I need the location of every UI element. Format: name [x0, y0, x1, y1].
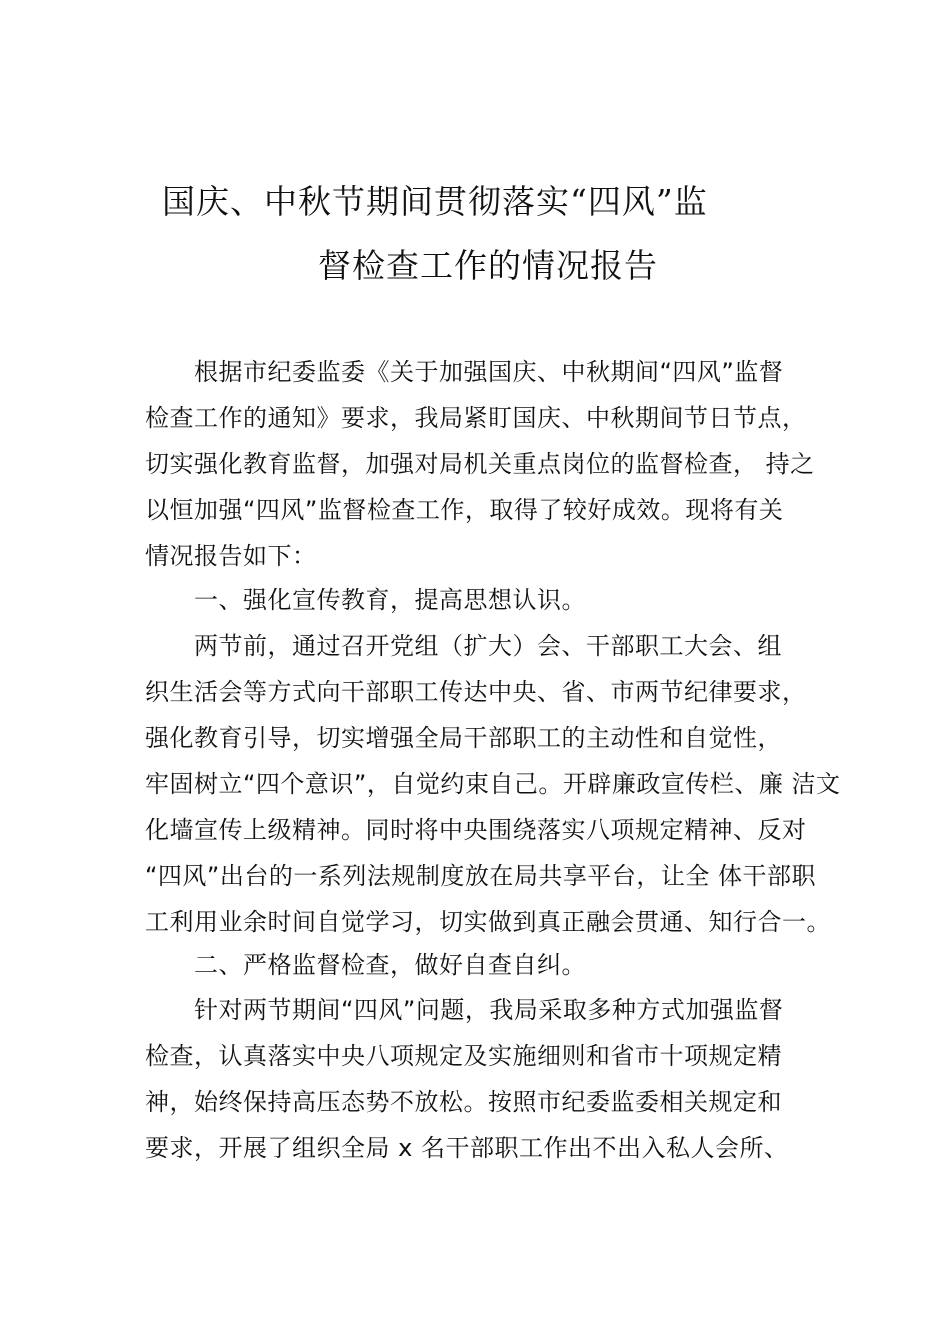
paragraph-line: 切实强化教育监督，加强对局机关重点岗位的监督检查， 持之	[145, 450, 815, 478]
paragraph-line: 两节前，通过召开党组（扩大）会、干部职工大会、组	[194, 632, 782, 660]
paragraph-line: 以恒加强“四风”监督检查工作，取得了较好成效。现将有关	[145, 496, 784, 524]
paragraph-line: 织生活会等方式向干部职工传达中央、省、市两节纪律要求，	[145, 678, 807, 706]
paragraph-line: “四风”出台的一系列法规制度放在局共享平台，让全 体干部职	[145, 862, 816, 890]
paragraph-line: 工利用业余时间自觉学习，切实做到真正融会贯通、知行合一。	[145, 908, 831, 936]
section-heading-2: 二、严格监督检查，做好自查自纠。	[194, 951, 586, 979]
paragraph-line: 检查工作的通知》要求，我局紧盯国庆、中秋期间节日节点，	[145, 404, 807, 432]
paragraph-line: 情况报告如下：	[145, 542, 317, 570]
paragraph-line: 针对两节期间“四风”问题，我局采取多种方式加强监督	[194, 996, 784, 1024]
section-heading-1: 一、强化宣传教育，提高思想认识。	[194, 586, 586, 614]
title-line-1: 国庆、中秋节期间贯彻落实“四风”监	[162, 182, 708, 221]
paragraph-line: 神，始终保持高压态势不放松。按照市纪委监委相关规定和	[145, 1088, 782, 1116]
paragraph-line: 根据市纪委监委《关于加强国庆、中秋期间“四风”监督	[194, 358, 784, 386]
paragraph-line: 检查，认真落实中央八项规定及实施细则和省市十项规定精	[145, 1042, 782, 1070]
paragraph-line: 化墙宣传上级精神。同时将中央围绕落实八项规定精神、反对	[145, 816, 807, 844]
title-line-2: 督检查工作的情况报告	[318, 246, 658, 285]
paragraph-line: 要求，开展了组织全局 x 名干部职工作出不出入私人会所、	[145, 1134, 789, 1162]
paragraph-line: 牢固树立“四个意识”，自觉约束自己。开辟廉政宣传栏、廉 洁文	[145, 770, 841, 798]
paragraph-line: 强化教育引导，切实增强全局干部职工的主动性和自觉性，	[145, 724, 782, 752]
